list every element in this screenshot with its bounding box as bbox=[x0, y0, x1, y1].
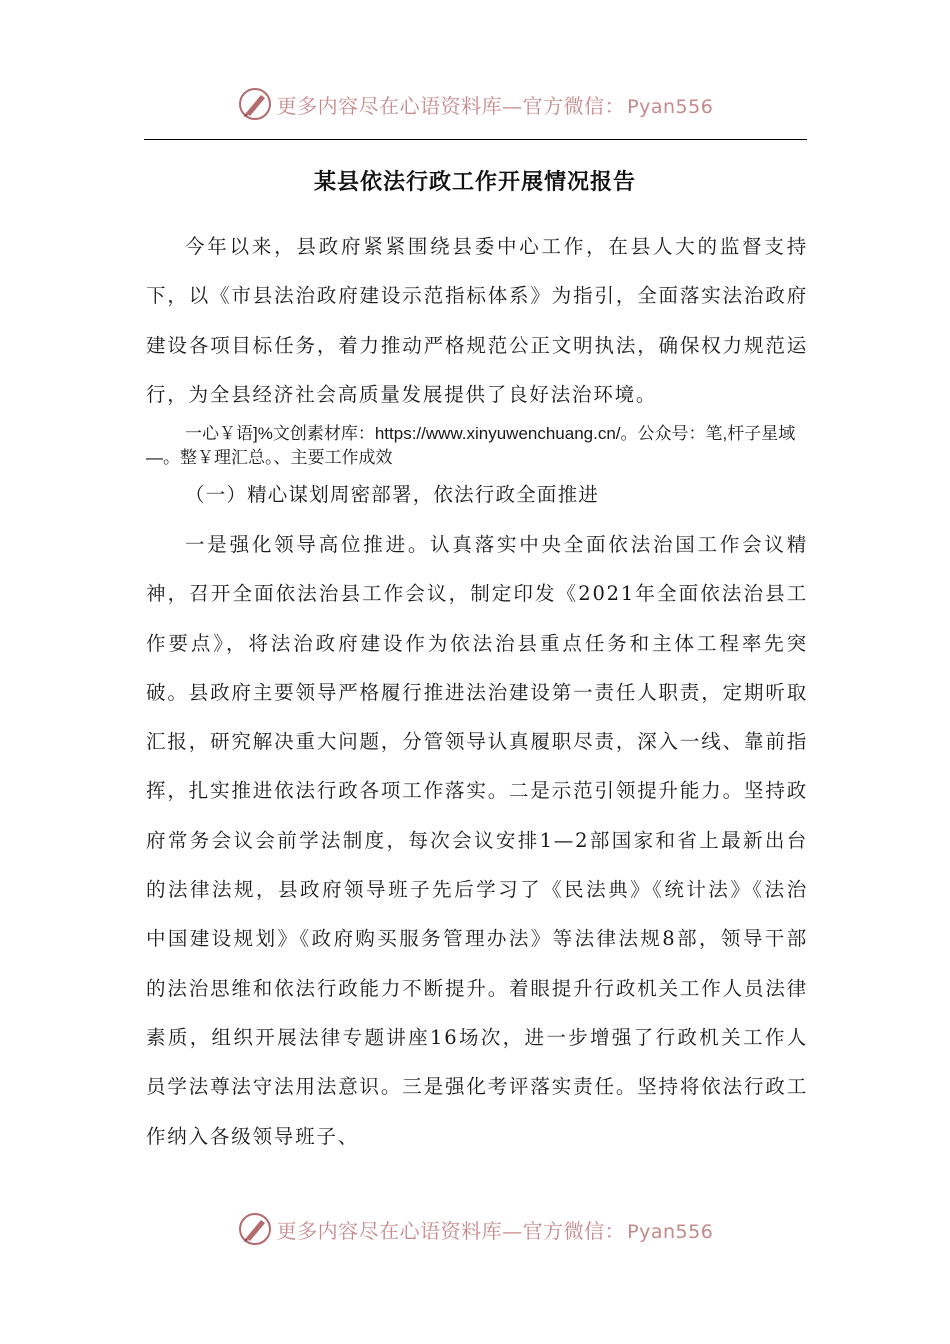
wechat-id: Pyan556 bbox=[627, 95, 714, 118]
pen-logo-icon bbox=[237, 1211, 273, 1247]
wechat-id: Pyan556 bbox=[627, 1220, 714, 1243]
watermark-text bbox=[277, 1215, 714, 1244]
body-paragraph: 一是强化领导高位推进。认真落实中央全面依法治国工作会议精神，召开全面依法治县工作会议，制定印发《2021年全面依法治县工作要点》，将法治政府建设作为依法治县重点任务和主体工程率先突破。县政府主要领导严格履行推进法治建设第一责任人职责，定期听取汇报，研究解决重大问题，分管领导认真履职尽责，深入一线、靠前指挥，扎实推进依法行政各项工作落实。二是示范引领提升能力。坚持政府常务会议会前学法制度，每次会议安排1—2部国家和省上最新出台的法律法规，县政府领导班子先后学习了《民法典》《统计法》《法治中国建设规划》《政府购买服务管理办法》等法律法规8部，领导干部的法治思维和依法行政能力不断提升。着眼提升行政机关工作人员法律素质，组织开展法律专题讲座16场次，进一步增强了行政机关工作人员学法尊法守法用法意识。三是强化考评落实责任。坚持将依法行政工作纳入各级领导班子、 bbox=[146, 533, 808, 1148]
footer-watermark-banner bbox=[0, 1207, 950, 1251]
header-watermark-banner bbox=[0, 82, 950, 126]
header-divider bbox=[144, 139, 807, 140]
pen-logo-icon bbox=[237, 86, 273, 122]
watermark-text bbox=[277, 90, 714, 119]
section-heading: （一）精心谋划周密部署，依法行政全面推进 bbox=[185, 483, 600, 506]
source-note: 一心￥语]%文创素材库：https://www.xinyuwenchuang.cn/。公众号：笔,杆子星域—。整￥理汇总。、主要工作成效 bbox=[146, 424, 796, 467]
watermark-label: 更多内容尽在心语资料库—官方微信： bbox=[276, 93, 626, 118]
watermark-label: 更多内容尽在心语资料库—官方微信： bbox=[276, 1218, 626, 1243]
intro-paragraph: 今年以来，县政府紧紧围绕县委中心工作，在县人大的监督支持下，以《市县法治政府建设示范指标体系》为指引，全面落实法治政府建设各项目标任务，着力推动严格规范公正文明执法，确保权力规范运行，为全县经济社会高质量发展提供了良好法治环境。 bbox=[146, 235, 808, 406]
document-title: 某县依法行政工作开展情况报告 bbox=[313, 170, 636, 195]
